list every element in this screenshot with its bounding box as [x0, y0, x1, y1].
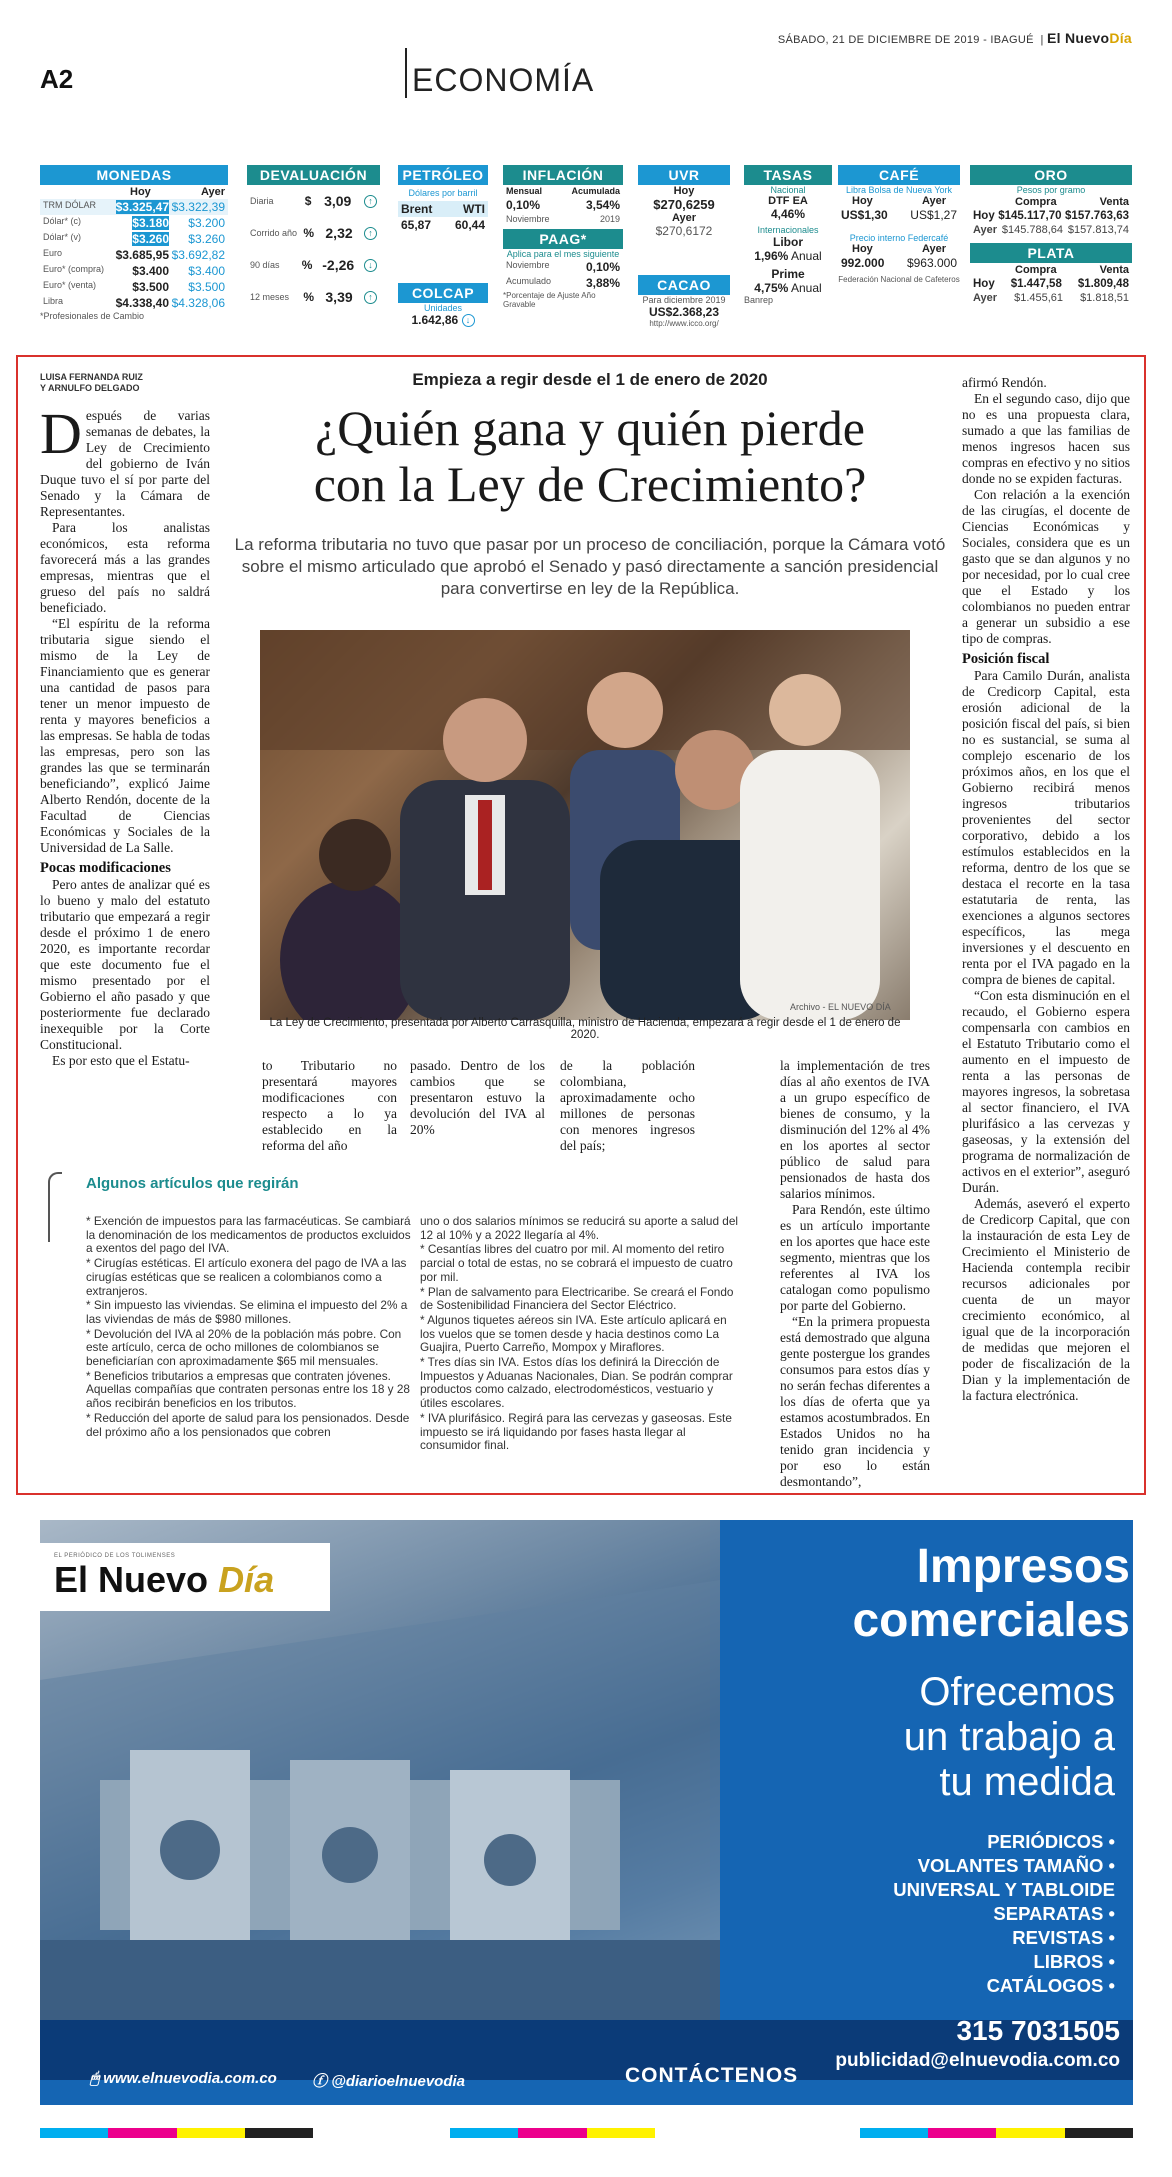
- uvr-hoy: $270,6259: [653, 197, 715, 212]
- uvr-hoy-label: Hoy: [673, 185, 695, 197]
- subhead-pocas-modificaciones: Pocas modificaciones: [40, 860, 171, 876]
- oro-hoy-venta: $157.763,63: [1065, 210, 1129, 222]
- monedas-row-label: Libra: [43, 296, 64, 306]
- section-divider: [405, 48, 407, 98]
- sidebar-item: * Sin impuesto las viviendas. Se elimina el impuesto del 2% a las viviendas de más de $980 millones.: [86, 1298, 408, 1326]
- plata-hoy-venta: $1.809,48: [1077, 278, 1129, 290]
- sidebar-title: Algunos artículos que regirán: [86, 1175, 299, 1192]
- facebook-icon: ⓕ: [312, 2073, 328, 2090]
- ad-sub-line-2: un trabajo a: [903, 1715, 1115, 1759]
- plata-venta-label: Venta: [1099, 264, 1129, 276]
- cafe-box: [838, 165, 960, 284]
- ad-sub-line-3: tu medida: [939, 1760, 1115, 1804]
- cafe-sub1: Libra Bolsa de Nueva York: [845, 185, 953, 195]
- sidebar-item: * Devolución del IVA al 20% de la población más pobre. Con este artículo, cerca de ocho millones de colombianos se beneficiarían con aproximadamente $65 mil mensuales.: [86, 1326, 402, 1369]
- ad-product-item: SEPARATAS •: [993, 1903, 1115, 1924]
- sidebar-item: * Beneficios tributarios a empresas que contraten jóvenes. Aquellas compañías que contraten personas entre los 18 y 28 años recibirán beneficios en los tributos.: [86, 1368, 410, 1411]
- devaluacion-row-unit: %: [301, 258, 313, 272]
- uvr-title: UVR: [638, 165, 730, 185]
- mensual-label: Mensual: [506, 186, 543, 196]
- devaluacion-row: [247, 217, 380, 249]
- subhead-posicion-fiscal: Posición fiscal: [962, 651, 1050, 667]
- libor-unit: Anual: [791, 249, 822, 263]
- monedas-title: MONEDAS: [40, 165, 228, 185]
- col5-paragraph-1: la implementación de tres días al año exentos de IVA a un grupo específico de bienes de consumo, y la disminución del 12% al 4% en los aportes al sector público de salud para pensionados de hasta dos salarios mínimos.: [780, 1058, 930, 1201]
- monedas-row: [40, 295, 228, 311]
- photo-illustration: [260, 630, 910, 1020]
- ad-title-line-2: comerciales: [852, 1594, 1130, 1647]
- inflacion-periodo-m: Noviembre: [506, 214, 550, 224]
- cafe-hoy1: US$1,30: [841, 208, 888, 222]
- dropcap: D: [40, 401, 82, 466]
- ad-product-item: LIBROS •: [1033, 1951, 1115, 1972]
- ad-product-item: REVISTAS •: [1012, 1927, 1115, 1948]
- ad-sub-line-1: Ofrecemos: [919, 1670, 1115, 1714]
- oro-ayer-venta: $157.813,74: [1067, 224, 1129, 236]
- devaluacion-row-label: Corrido año: [250, 228, 298, 238]
- ad-logo-wordmark: El Nuevo Día: [54, 1559, 275, 1600]
- monedas-row-label: TRM DÓLAR: [43, 200, 97, 210]
- plata-hoy-label: Hoy: [973, 278, 995, 290]
- sidebar-item: uno o dos salarios mínimos se reducirá su aporte a salud del 12 al 10% y a 2022 llegaría al 4%.: [420, 1214, 739, 1242]
- masthead-logo: El NuevoDía: [1047, 30, 1132, 46]
- dtf-label: DTF EA: [768, 195, 808, 207]
- monedas-col-ayer: Ayer: [200, 186, 225, 198]
- monedas-row: [40, 231, 228, 247]
- colcap-sub: Unidades: [423, 303, 463, 313]
- date-text: SÁBADO, 21 DE DICIEMBRE DE 2019 - IBAGUÉ: [777, 34, 1034, 46]
- monedas-row-ayer: $4.328,06: [171, 296, 225, 310]
- section-title: ECONOMÍA: [412, 62, 595, 98]
- col6-paragraph-3: Con relación a la exención de las cirugías, el docente de Ciencias Económicas y Sociales, considera que es un gasto que se dan algunos y no por necesidad, por lo cual cree que el Estado y los colombianos no pueden entrar a generar un subsidio a ese tipo de compras.: [962, 487, 1130, 646]
- devaluacion-row-value: 3,39: [325, 289, 353, 305]
- paag-note: *Porcentaje de Ajuste Año Gravable: [503, 291, 596, 309]
- col4-text: de la población colombiana, aproximadamente ocho millones de personas con menores ingresos del país;: [560, 1058, 695, 1153]
- colcap-title: COLCAP: [398, 283, 488, 303]
- monedas-row: [40, 215, 228, 231]
- sidebar-left-column: [86, 1215, 416, 1440]
- ad-social-text: @diarioelnuevodia: [331, 2073, 466, 2090]
- paag-row-label: Noviembre: [506, 260, 550, 270]
- byline: [40, 372, 170, 394]
- headline-line-2: con la Ley de Crecimiento?: [313, 456, 867, 512]
- monedas-row-ayer: $3.500: [188, 280, 225, 294]
- inflacion-periodo-a: 2019: [599, 214, 620, 224]
- cafe-title: CAFÉ: [838, 165, 960, 185]
- arrow-up-icon: ↑: [364, 195, 377, 208]
- wti-label: WTI: [463, 202, 485, 216]
- monedas-row-hoy: $3.685,95: [115, 248, 169, 262]
- cafe-note: Federación Nacional de Cafeteros: [838, 275, 960, 284]
- devaluacion-row-label: 90 días: [250, 260, 280, 270]
- monedas-row-ayer: $3.692,82: [171, 248, 225, 262]
- ad-social-link[interactable]: [312, 2070, 465, 2091]
- monedas-row-label: Dólar* (c): [43, 216, 82, 226]
- cafe-ayer1: US$1,27: [910, 208, 957, 222]
- col2-text: to Tributario no presentará mayores modificaciones con respecto a lo ya establecido en la reforma del año: [262, 1058, 397, 1153]
- inflacion-acumulada: 3,54%: [585, 198, 620, 212]
- ad-website-link[interactable]: [90, 2070, 277, 2087]
- colcap-value: 1.642,86: [411, 313, 459, 327]
- oro-title: ORO: [970, 165, 1132, 185]
- oro-compra-label: Compra: [1015, 196, 1057, 208]
- byline-author-2: Y ARNULFO DELGADO: [40, 383, 140, 393]
- inflacion-title: INFLACIÓN: [503, 165, 623, 185]
- colcap-box: [398, 283, 488, 327]
- uvr-ayer: $270,6172: [655, 224, 713, 238]
- ad-logo: [40, 1543, 330, 1611]
- sidebar-item: * Algunos tiquetes aéreos sin IVA. Este artículo aplicará en los vuelos que se tomen desde y hacia destinos como La Guajira, Puerto Carreño, Mompox y Miraflores.: [420, 1312, 727, 1355]
- prime-label: Prime: [771, 267, 805, 281]
- monedas-box: [40, 165, 228, 321]
- paag-rows: [503, 259, 623, 291]
- petroleo-sub: Dólares por barril: [408, 188, 478, 198]
- article-photo: [260, 630, 910, 1020]
- uvr-box: [638, 165, 730, 238]
- cafe-ayer-label: Ayer: [921, 195, 946, 207]
- monedas-row-hoy: $3.325,47: [115, 200, 169, 214]
- deck: La reforma tributaria no tuvo que pasar por un proceso de conciliación, porque la Cámara votó sobre el mismo articulado que aprobó el Senado y pasó directamente a sanción presidencial para convertirse en ley de la República.: [234, 535, 946, 598]
- devaluacion-row: [247, 281, 380, 313]
- arrow-up-icon: ↑: [364, 291, 377, 304]
- cafe-hoy-label: Hoy: [852, 195, 873, 207]
- monedas-row-label: Euro: [43, 248, 63, 258]
- tasas-title: TASAS: [744, 165, 832, 185]
- libor-label: Libor: [773, 235, 803, 249]
- prime-value: 4,75%: [754, 281, 789, 295]
- monedas-col-hoy: Hoy: [130, 186, 151, 198]
- plata-title: PLATA: [970, 243, 1132, 263]
- paag-sub: Aplica para el mes siguiente: [506, 249, 620, 259]
- col6-paragraph-5: “Con esta disminución en el recaudo, el Gobierno espera compensarla con cambios en el Estatuto Tributario como el aumento en el impuesto de renta a las personas de mayores ingresos, la sobretasa al sector financiero, el IVA plurifásico a las cervezas y gaseosas, y la extensión del programa de normalización de activos en el exterior”, aseguró Durán.: [962, 988, 1130, 1195]
- plata-compra-label: Compra: [1015, 264, 1057, 276]
- cacao-note: http://www.icco.org/: [649, 319, 719, 328]
- ad-title: [790, 1540, 1130, 1648]
- sidebar-bracket: [48, 1172, 62, 1242]
- photo-caption: La Ley de Crecimiento, presentada por Alberto Carrasquilla, ministro de Hacienda, empezará a regir desde el 1 de enero de 2020.: [269, 1017, 901, 1041]
- arrow-down-icon: ↓: [364, 259, 377, 272]
- cacao-sub: Para diciembre 2019: [642, 295, 726, 305]
- ad-title-line-1: Impresos: [916, 1540, 1130, 1593]
- devaluacion-row: [247, 185, 380, 217]
- ad-product-item: PERIÓDICOS •: [987, 1831, 1115, 1852]
- col1-paragraph-5: Es por esto que el Estatu-: [52, 1053, 190, 1068]
- article-column-6: [962, 375, 1130, 1404]
- article-column-3: [410, 1058, 545, 1138]
- devaluacion-box: [247, 165, 380, 313]
- dateline: SÁBADO, 21 DE DICIEMBRE DE 2019 - IBAGUÉ | El NuevoDía: [777, 30, 1132, 46]
- ad-email[interactable]: publicidad@elnuevodia.com.co: [835, 2050, 1120, 2071]
- col1-paragraph-3: “El espíritu de la reforma tributaria sigue siendo el mismo de la Ley de Financiamiento que es generar una cantidad de pasos para tener un menor impuesto de renta y mayores beneficios a las empresas. Se habla de todas las empresas, pero son las grandes las que se terminarán beneficiando”, explicó Jaime Alberto Rendón, docente de la Facultad de Ciencias Económicas y Sociales de la Universidad de La Salle.: [40, 616, 210, 855]
- cacao-title: CACAO: [638, 275, 730, 295]
- devaluacion-row-unit: %: [303, 226, 315, 240]
- paag-row: [503, 275, 623, 291]
- monedas-row-ayer: $3.260: [188, 232, 225, 246]
- monedas-rows: [40, 199, 228, 311]
- devaluacion-row-value: 2,32: [325, 225, 353, 241]
- devaluacion-row-label: 12 meses: [250, 292, 290, 302]
- article-column-4: [560, 1058, 695, 1154]
- article-column-2: [262, 1058, 397, 1154]
- col6-paragraph-1: afirmó Rendón.: [962, 375, 1047, 390]
- ad-contact-label[interactable]: CONTÁCTENOS: [625, 2064, 799, 2087]
- byline-author-1: LUISA FERNANDA RUIZ: [40, 372, 143, 382]
- oro-hoy-compra: $145.117,70: [998, 210, 1062, 222]
- cafe-hoy-label-2: Hoy: [852, 243, 873, 255]
- monedas-row-hoy: $3.180: [132, 216, 169, 230]
- headline-line-1: ¿Quién gana y quién pierde: [315, 400, 865, 456]
- article-column-5: [780, 1058, 930, 1490]
- cafe-ayer2: $963.000: [906, 256, 957, 270]
- devaluacion-row-label: Diaria: [250, 196, 274, 206]
- brent-label: Brent: [401, 202, 433, 216]
- mouse-icon: 🖱: [90, 2070, 100, 2087]
- tasas-box: [744, 165, 832, 305]
- petroleo-title: PETRÓLEO: [398, 165, 488, 185]
- col5-paragraph-2: Para Rendón, este último es un artículo importante en los aportes que hace este segmento, mientras que los referentes al IVA los catalogan como populismo por parte del Gobierno.: [780, 1202, 930, 1313]
- ad-product-item: UNIVERSAL Y TABLOIDE: [893, 1879, 1115, 1900]
- page-number: A2: [40, 64, 74, 94]
- devaluacion-rows: [247, 185, 380, 313]
- paag-row-label: Acumulado: [506, 276, 552, 286]
- ad-phone[interactable]: 315 7031505: [956, 2015, 1120, 2046]
- devaluacion-row-value: 3,09: [324, 193, 352, 209]
- kicker: Empieza a regir desde el 1 de enero de 2020: [412, 370, 768, 389]
- sidebar-item: * Plan de salvamento para Electricaribe. Se creará el Fondo de Sostenibilidad Financiera del Sector Eléctrico.: [420, 1284, 734, 1313]
- oro-venta-label: Venta: [1099, 196, 1129, 208]
- plata-hoy-compra: $1.447,58: [1010, 278, 1062, 290]
- ad-product-item: VOLANTES TAMAÑO •: [917, 1855, 1115, 1876]
- plata-ayer-compra: $1.455,61: [1014, 292, 1064, 304]
- oro-hoy-label: Hoy: [973, 210, 995, 222]
- cacao-value: US$2.368,23: [648, 305, 720, 319]
- oro-ayer-compra: $145.788,64: [1001, 224, 1064, 236]
- devaluacion-row: [247, 249, 380, 281]
- cafe-sub2: Precio interno Federcafé: [849, 233, 949, 243]
- col5-paragraph-3: “En la primera propuesta está demostrado que alguna gente postergue los grandes consumos para estos días y no serán fechas diferentes a los días de oferta que ya estamos acostumbrados. En Estados Unidos no ha tenido gran incidencia y por eso lo están desmontando”,: [780, 1314, 930, 1489]
- devaluacion-row-unit: %: [303, 290, 315, 304]
- cacao-box: [638, 275, 730, 328]
- oro-box: [970, 165, 1132, 305]
- prime-unit: Anual: [791, 281, 822, 295]
- paag-row-value: 0,10%: [585, 260, 620, 274]
- headline: [200, 400, 980, 512]
- article-column-1: [40, 401, 210, 1069]
- ad-logo-tagline: EL PERIÓDICO DE LOS TOLIMENSES: [54, 1553, 176, 1559]
- monedas-row: [40, 247, 228, 263]
- plata-ayer-label: Ayer: [973, 292, 998, 304]
- sidebar-item: * IVA plurifásico. Regirá para las cervezas y gaseosas. Este impuesto se irá liquidando por fases hasta llegar al consumidor final.: [420, 1410, 732, 1453]
- oro-sub: Pesos por gramo: [1016, 185, 1086, 195]
- tasas-note: Banrep: [744, 295, 774, 305]
- cafe-hoy2: 992.000: [841, 256, 885, 270]
- petroleo-box: [398, 165, 488, 233]
- brent-value: 65,87: [401, 218, 432, 232]
- sidebar-item: * Cirugías estéticas. El artículo exonera del pago de IVA a las cirugías estéticas que se realicen a colombianos como a extranjeros.: [86, 1256, 407, 1298]
- sidebar-item: * Cesantías libres del cuatro por mil. Al momento del retiro parcial o total de estas, no se cobrará el impuesto de cuatro por mil.: [420, 1242, 733, 1284]
- tasas-nacional: Nacional: [770, 185, 806, 195]
- sidebar-right-column: [420, 1215, 740, 1454]
- monedas-row-hoy: $3.260: [132, 232, 169, 246]
- monedas-row-label: Euro* (compra): [43, 264, 105, 274]
- inflacion-box: [503, 165, 623, 309]
- sidebar-item: * Reducción del aporte de salud para los pensionados. Desde del próximo año a los pensionados que cobren: [86, 1410, 410, 1439]
- plata-ayer-venta: $1.818,51: [1080, 292, 1129, 304]
- monedas-row-ayer: $3.400: [188, 264, 225, 278]
- col1-paragraph-2: Para los analistas económicos, esta reforma favorecerá más a las grandes empresas, mientras que el grueso del país no saldrá beneficiado.: [40, 520, 210, 615]
- ad-subtitle: [770, 1670, 1115, 1805]
- color-registration-bar: [40, 2128, 1133, 2138]
- monedas-row-label: Dólar* (v): [43, 232, 82, 242]
- ad-product-item: CATÁLOGOS •: [986, 1975, 1115, 1996]
- arrow-up-icon: ↑: [364, 227, 377, 240]
- col6-paragraph-2: En el segundo caso, dijo que no es una propuesta clara, sumado a que las familias de menos ingresos hacen sus compras en efectivo y no sitios donde no se expiden facturas.: [962, 391, 1130, 486]
- ad-products-list: [760, 1830, 1115, 1998]
- paag-row-value: 3,88%: [585, 276, 620, 290]
- monedas-row: [40, 279, 228, 295]
- cafe-ayer-label-2: Ayer: [921, 243, 946, 255]
- inflacion-mensual: 0,10%: [506, 198, 541, 212]
- wti-value: 60,44: [454, 218, 485, 232]
- col6-paragraph-6: Además, aseveró el experto de Credicorp Capital, que con la instauración de esta Ley de Crecimiento el Ministerio de Hacienda contempla recibir recursos adicionales por cuenta de un mayor crecimiento económico, al igual que de la incorporación de medidas que mejoren el poder de fiscalización de la Dian y la implementación de la factura electrónica.: [962, 1196, 1130, 1403]
- paag-row: [503, 259, 623, 275]
- sidebar-item: * Exención de impuestos para las farmacéuticas. Se cambiará la denominación de los medicamentos de productos excluidos a exentos del pago del IVA.: [86, 1214, 411, 1256]
- col1-paragraph-4: Pero antes de analizar qué es lo bueno y malo del estatuto tributario que empezará a regir desde el próximo 1 de enero 2020, es importante recordar que este documento fue el mismo presentado por el Gobierno el año pasado y que posteriormente fue declarado inexequible por la Corte Constitucional.: [40, 877, 210, 1052]
- devaluacion-title: DEVALUACIÓN: [247, 165, 380, 185]
- monedas-row: [40, 263, 228, 279]
- dtf-value: 4,46%: [770, 207, 806, 221]
- monedas-row-hoy: $3.400: [132, 264, 169, 278]
- monedas-row: [40, 199, 228, 215]
- tasas-internacionales: Internacionales: [757, 225, 819, 235]
- photo-credit: Archivo - EL NUEVO DÍA: [790, 1002, 891, 1012]
- monedas-row-label: Euro* (venta): [43, 280, 97, 290]
- arrow-down-icon: ↓: [462, 314, 475, 327]
- sidebar-item: * Tres días sin IVA. Estos días los definirá la Dirección de Impuestos y Aduanas Nacionales, Dian. Se podrán comprar productos como calzado, electrodomésticos, vestuario y útiles escolares.: [420, 1355, 733, 1411]
- paag-title: PAAG*: [503, 229, 623, 249]
- monedas-row-hoy: $3.500: [132, 280, 169, 294]
- acumulada-label: Acumulada: [571, 186, 620, 196]
- devaluacion-row-unit: $: [304, 194, 312, 208]
- col6-paragraph-4: Para Camilo Durán, analista de Credicorp Capital, esta erosión adicional de la posición fiscal del país, si bien no es sustancial, se suma al complejo escenario de los próximos años, en los que el Gobierno recibirá menos ingresos tributarios provenientes del sector corporativo, debido a los estímulos establecidos en la reforma, dentro de los que se destaca el recorte en la tasa estatutaria de renta, las exenciones a algunos sectores específicos, las mega inversiones y el descuento en renta por el IVA pagado en la compra de bienes de capital.: [962, 668, 1130, 987]
- col1-paragraph-1: espués de varias semanas de debates, la Ley de Crecimiento del gobierno de Iván Duque tuvo el sí por parte del Senado y la Cámara de Representantes.: [40, 408, 210, 519]
- monedas-row-ayer: $3.200: [188, 216, 225, 230]
- uvr-ayer-label: Ayer: [671, 212, 697, 224]
- col3-text: pasado. Dentro de los cambios que se presentaron estuvo la devolución del IVA al 20%: [410, 1058, 545, 1137]
- devaluacion-row-value: -2,26: [322, 257, 355, 273]
- monedas-row-ayer: $3.322,39: [171, 200, 225, 214]
- monedas-note: *Profesionales de Cambio: [40, 311, 145, 321]
- monedas-row-hoy: $4.338,40: [115, 296, 169, 310]
- libor-value: 1,96%: [754, 249, 789, 263]
- ad-website-text: www.elnuevodia.com.co: [103, 2070, 277, 2087]
- oro-ayer-label: Ayer: [973, 224, 998, 236]
